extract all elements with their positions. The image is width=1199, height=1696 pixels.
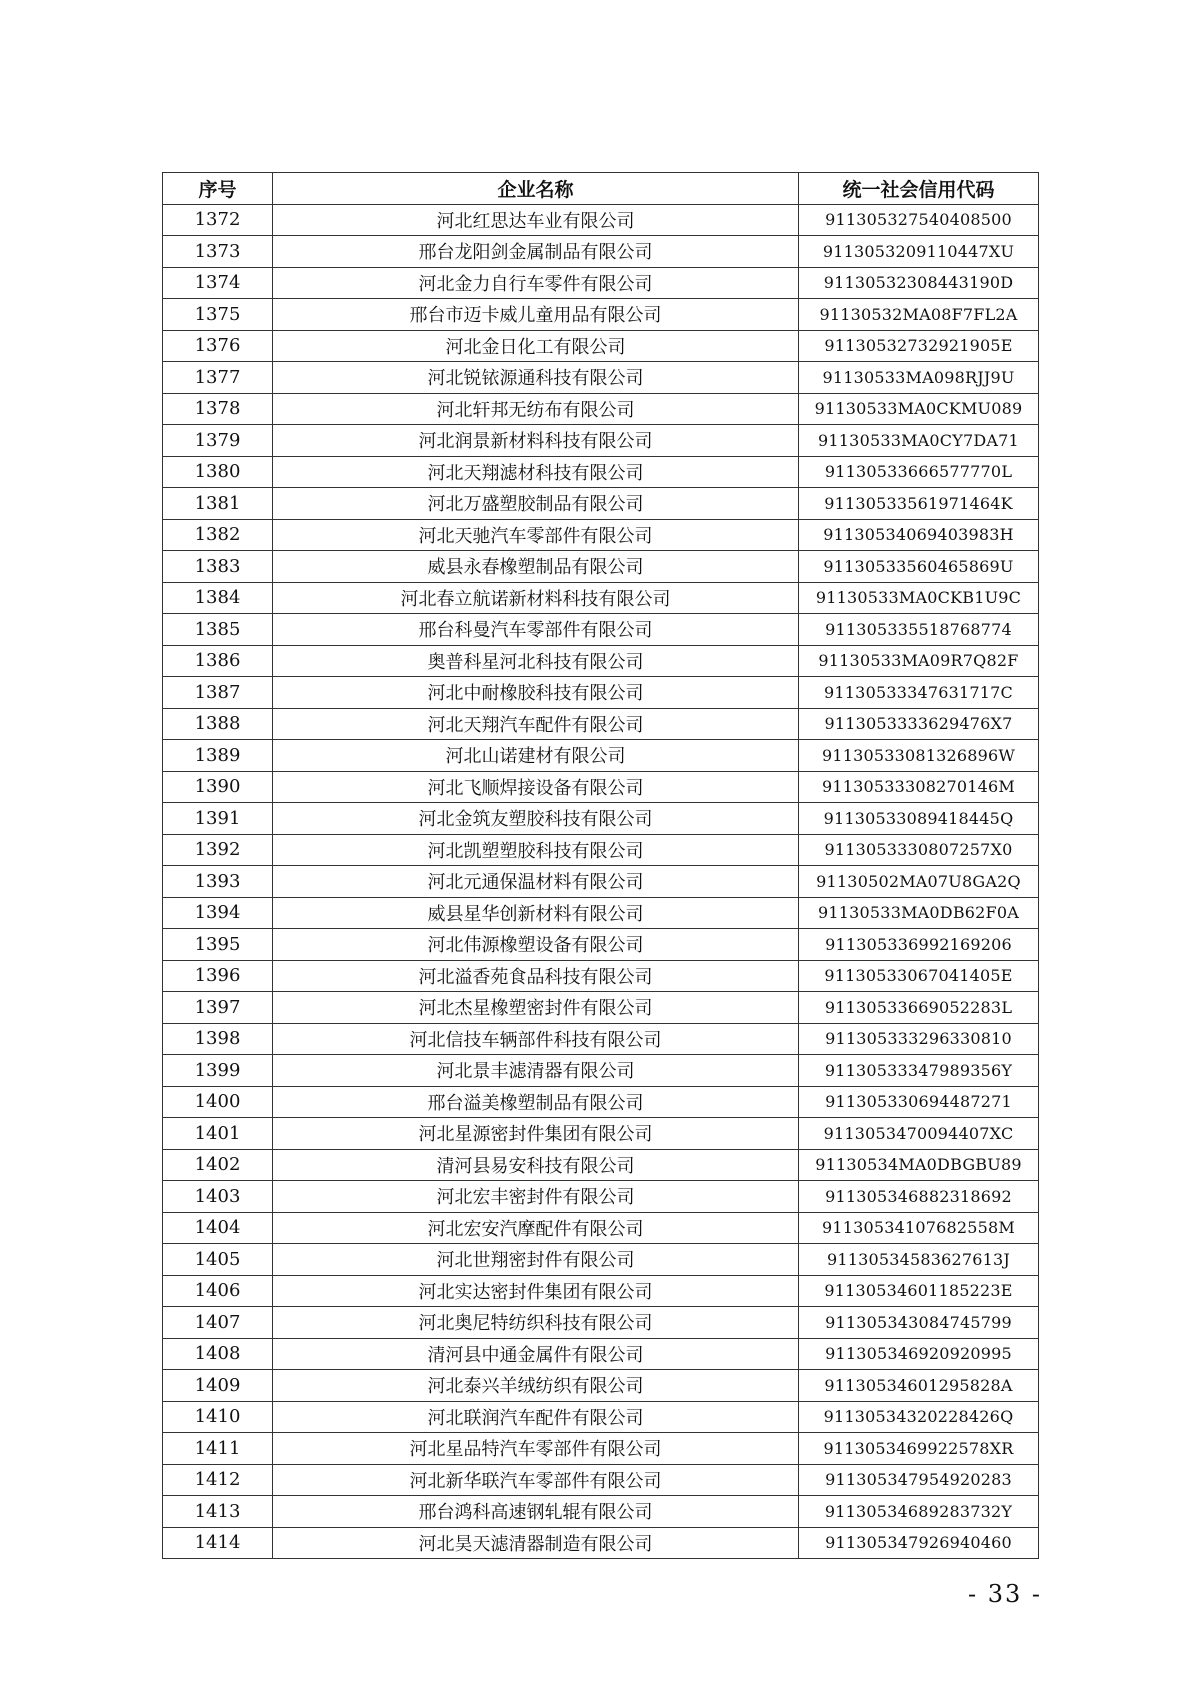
table-row bbox=[163, 582, 1039, 614]
cell-code: 91130534069403983H bbox=[799, 519, 1039, 551]
cell-code: 91130532732921905E bbox=[799, 330, 1039, 362]
cell-name: 河北信技车辆部件科技有限公司 bbox=[273, 1023, 799, 1055]
table-row bbox=[163, 1401, 1039, 1433]
cell-name: 清河县易安科技有限公司 bbox=[273, 1149, 799, 1181]
cell-seq: 1398 bbox=[163, 1023, 273, 1055]
cell-seq: 1380 bbox=[163, 456, 273, 488]
table-row bbox=[163, 866, 1039, 898]
cell-name: 河北昊天滤清器制造有限公司 bbox=[273, 1527, 799, 1559]
cell-code: 91130534601185223E bbox=[799, 1275, 1039, 1307]
cell-name: 河北金力自行车零件有限公司 bbox=[273, 267, 799, 299]
table-row bbox=[163, 1244, 1039, 1276]
table-row bbox=[163, 834, 1039, 866]
table-row bbox=[163, 771, 1039, 803]
cell-code: 911305343084745799 bbox=[799, 1307, 1039, 1339]
cell-name: 河北宏丰密封件有限公司 bbox=[273, 1181, 799, 1213]
cell-code: 91130533666577770L bbox=[799, 456, 1039, 488]
cell-seq: 1413 bbox=[163, 1496, 273, 1528]
cell-code: 9113053333629476X7 bbox=[799, 708, 1039, 740]
cell-name: 河北新华联汽车零部件有限公司 bbox=[273, 1464, 799, 1496]
table-row bbox=[163, 456, 1039, 488]
cell-code: 911305335518768774 bbox=[799, 614, 1039, 646]
cell-seq: 1393 bbox=[163, 866, 273, 898]
cell-seq: 1374 bbox=[163, 267, 273, 299]
table-row bbox=[163, 1055, 1039, 1087]
cell-code: 91130533347631717C bbox=[799, 677, 1039, 709]
cell-code: 91130533561971464K bbox=[799, 488, 1039, 520]
table-row bbox=[163, 929, 1039, 961]
cell-seq: 1408 bbox=[163, 1338, 273, 1370]
cell-code: 91130534601295828A bbox=[799, 1370, 1039, 1402]
table-row bbox=[163, 960, 1039, 992]
enterprise-table bbox=[162, 172, 1039, 1559]
table-row bbox=[163, 1496, 1039, 1528]
cell-name: 邢台市迈卡威儿童用品有限公司 bbox=[273, 299, 799, 331]
table-row bbox=[163, 677, 1039, 709]
cell-seq: 1392 bbox=[163, 834, 273, 866]
table-row bbox=[163, 1212, 1039, 1244]
table-row bbox=[163, 204, 1039, 236]
cell-name: 奥普科星河北科技有限公司 bbox=[273, 645, 799, 677]
cell-seq: 1385 bbox=[163, 614, 273, 646]
table-row bbox=[163, 1086, 1039, 1118]
table-row bbox=[163, 488, 1039, 520]
table-row bbox=[163, 1023, 1039, 1055]
cell-seq: 1376 bbox=[163, 330, 273, 362]
page-number: - 33 - bbox=[968, 1580, 1043, 1608]
cell-code: 911305330694487271 bbox=[799, 1086, 1039, 1118]
cell-name: 河北星源密封件集团有限公司 bbox=[273, 1118, 799, 1150]
cell-code: 9113053470094407XC bbox=[799, 1118, 1039, 1150]
cell-seq: 1404 bbox=[163, 1212, 273, 1244]
cell-name: 清河县中通金属件有限公司 bbox=[273, 1338, 799, 1370]
table-body bbox=[163, 204, 1039, 1559]
cell-code: 911305336992169206 bbox=[799, 929, 1039, 961]
cell-code: 91130502MA07U8GA2Q bbox=[799, 866, 1039, 898]
cell-seq: 1390 bbox=[163, 771, 273, 803]
header-row bbox=[163, 173, 1039, 205]
table-row bbox=[163, 645, 1039, 677]
table-row bbox=[163, 1527, 1039, 1559]
cell-seq: 1407 bbox=[163, 1307, 273, 1339]
cell-name: 河北泰兴羊绒纺织有限公司 bbox=[273, 1370, 799, 1402]
cell-name: 河北凯塑塑胶科技有限公司 bbox=[273, 834, 799, 866]
table-row bbox=[163, 519, 1039, 551]
table-row bbox=[163, 393, 1039, 425]
table-row bbox=[163, 299, 1039, 331]
table-row bbox=[163, 267, 1039, 299]
cell-seq: 1381 bbox=[163, 488, 273, 520]
cell-code: 91130533MA09R7Q82F bbox=[799, 645, 1039, 677]
cell-seq: 1379 bbox=[163, 425, 273, 457]
cell-seq: 1389 bbox=[163, 740, 273, 772]
cell-name: 河北轩邦无纺布有限公司 bbox=[273, 393, 799, 425]
cell-seq: 1411 bbox=[163, 1433, 273, 1465]
cell-name: 河北飞顺焊接设备有限公司 bbox=[273, 771, 799, 803]
cell-name: 河北山诺建材有限公司 bbox=[273, 740, 799, 772]
cell-name: 河北春立航诺新材料科技有限公司 bbox=[273, 582, 799, 614]
cell-name: 河北宏安汽摩配件有限公司 bbox=[273, 1212, 799, 1244]
cell-code: 911305347926940460 bbox=[799, 1527, 1039, 1559]
cell-name: 河北伟源橡塑设备有限公司 bbox=[273, 929, 799, 961]
cell-code: 91130532308443190D bbox=[799, 267, 1039, 299]
cell-name: 河北景丰滤清器有限公司 bbox=[273, 1055, 799, 1087]
cell-seq: 1406 bbox=[163, 1275, 273, 1307]
cell-name: 河北世翔密封件有限公司 bbox=[273, 1244, 799, 1276]
cell-name: 威县星华创新材料有限公司 bbox=[273, 897, 799, 929]
cell-seq: 1388 bbox=[163, 708, 273, 740]
table-row bbox=[163, 614, 1039, 646]
cell-code: 91130533MA0DB62F0A bbox=[799, 897, 1039, 929]
table-row bbox=[163, 1464, 1039, 1496]
cell-seq: 1384 bbox=[163, 582, 273, 614]
cell-seq: 1403 bbox=[163, 1181, 273, 1213]
cell-name: 河北中耐橡胶科技有限公司 bbox=[273, 677, 799, 709]
table-row bbox=[163, 1370, 1039, 1402]
cell-code: 91130533308270146M bbox=[799, 771, 1039, 803]
table-row bbox=[163, 330, 1039, 362]
cell-seq: 1395 bbox=[163, 929, 273, 961]
header-seq: 序号 bbox=[163, 173, 273, 205]
cell-name: 邢台龙阳剑金属制品有限公司 bbox=[273, 236, 799, 268]
cell-seq: 1383 bbox=[163, 551, 273, 583]
cell-seq: 1412 bbox=[163, 1464, 273, 1496]
cell-code: 911305346920920995 bbox=[799, 1338, 1039, 1370]
cell-code: 9113053330807257X0 bbox=[799, 834, 1039, 866]
cell-seq: 1394 bbox=[163, 897, 273, 929]
cell-code: 911305346882318692 bbox=[799, 1181, 1039, 1213]
cell-name: 河北天翔汽车配件有限公司 bbox=[273, 708, 799, 740]
cell-name: 河北天驰汽车零部件有限公司 bbox=[273, 519, 799, 551]
cell-seq: 1375 bbox=[163, 299, 273, 331]
cell-seq: 1387 bbox=[163, 677, 273, 709]
cell-code: 91130534689283732Y bbox=[799, 1496, 1039, 1528]
cell-seq: 1378 bbox=[163, 393, 273, 425]
cell-name: 河北万盛塑胶制品有限公司 bbox=[273, 488, 799, 520]
cell-seq: 1397 bbox=[163, 992, 273, 1024]
cell-seq: 1373 bbox=[163, 236, 273, 268]
cell-seq: 1409 bbox=[163, 1370, 273, 1402]
cell-name: 河北元通保温材料有限公司 bbox=[273, 866, 799, 898]
cell-seq: 1410 bbox=[163, 1401, 273, 1433]
cell-code: 91130533MA0CY7DA71 bbox=[799, 425, 1039, 457]
table-row bbox=[163, 236, 1039, 268]
cell-seq: 1400 bbox=[163, 1086, 273, 1118]
cell-code: 91130533560465869U bbox=[799, 551, 1039, 583]
cell-code: 911305347954920283 bbox=[799, 1464, 1039, 1496]
header-code: 统一社会信用代码 bbox=[799, 173, 1039, 205]
table-row bbox=[163, 803, 1039, 835]
cell-name: 河北天翔滤材科技有限公司 bbox=[273, 456, 799, 488]
cell-name: 威县永春橡塑制品有限公司 bbox=[273, 551, 799, 583]
cell-code: 91130534107682558M bbox=[799, 1212, 1039, 1244]
cell-code: 91130533081326896W bbox=[799, 740, 1039, 772]
table-row bbox=[163, 1433, 1039, 1465]
cell-name: 河北溢香苑食品科技有限公司 bbox=[273, 960, 799, 992]
cell-seq: 1386 bbox=[163, 645, 273, 677]
table-row bbox=[163, 425, 1039, 457]
cell-name: 邢台溢美橡塑制品有限公司 bbox=[273, 1086, 799, 1118]
cell-code: 91130533067041405E bbox=[799, 960, 1039, 992]
cell-name: 河北金筑友塑胶科技有限公司 bbox=[273, 803, 799, 835]
table-row bbox=[163, 1275, 1039, 1307]
cell-code: 91130534583627613J bbox=[799, 1244, 1039, 1276]
cell-name: 河北金日化工有限公司 bbox=[273, 330, 799, 362]
cell-name: 河北润景新材料科技有限公司 bbox=[273, 425, 799, 457]
table-row bbox=[163, 551, 1039, 583]
cell-seq: 1377 bbox=[163, 362, 273, 394]
cell-name: 邢台科曼汽车零部件有限公司 bbox=[273, 614, 799, 646]
table-row bbox=[163, 1149, 1039, 1181]
cell-name: 河北实达密封件集团有限公司 bbox=[273, 1275, 799, 1307]
cell-seq: 1401 bbox=[163, 1118, 273, 1150]
cell-seq: 1402 bbox=[163, 1149, 273, 1181]
table-row bbox=[163, 708, 1039, 740]
cell-code: 911305327540408500 bbox=[799, 204, 1039, 236]
cell-code: 91130533MA098RJJ9U bbox=[799, 362, 1039, 394]
cell-code: 911305333296330810 bbox=[799, 1023, 1039, 1055]
table-row bbox=[163, 1307, 1039, 1339]
cell-code: 91130533347989356Y bbox=[799, 1055, 1039, 1087]
cell-code: 9113053469922578XR bbox=[799, 1433, 1039, 1465]
table-row bbox=[163, 1338, 1039, 1370]
cell-name: 河北锐铱源通科技有限公司 bbox=[273, 362, 799, 394]
cell-code: 91130534320228426Q bbox=[799, 1401, 1039, 1433]
table-row bbox=[163, 1181, 1039, 1213]
cell-name: 河北杰星橡塑密封件有限公司 bbox=[273, 992, 799, 1024]
cell-code: 91130534MA0DBGBU89 bbox=[799, 1149, 1039, 1181]
cell-code: 91130533MA0CKMU089 bbox=[799, 393, 1039, 425]
table-row bbox=[163, 740, 1039, 772]
cell-name: 河北联润汽车配件有限公司 bbox=[273, 1401, 799, 1433]
table-row bbox=[163, 362, 1039, 394]
table-row bbox=[163, 1118, 1039, 1150]
cell-seq: 1399 bbox=[163, 1055, 273, 1087]
cell-code: 91130532MA08F7FL2A bbox=[799, 299, 1039, 331]
cell-name: 河北奥尼特纺织科技有限公司 bbox=[273, 1307, 799, 1339]
cell-code: 91130533669052283L bbox=[799, 992, 1039, 1024]
cell-code: 91130533MA0CKB1U9C bbox=[799, 582, 1039, 614]
table-row bbox=[163, 897, 1039, 929]
cell-name: 河北红思达车业有限公司 bbox=[273, 204, 799, 236]
cell-seq: 1372 bbox=[163, 204, 273, 236]
cell-name: 河北星品特汽车零部件有限公司 bbox=[273, 1433, 799, 1465]
cell-code: 9113053209110447XU bbox=[799, 236, 1039, 268]
cell-name: 邢台鸿科高速钢轧辊有限公司 bbox=[273, 1496, 799, 1528]
cell-seq: 1414 bbox=[163, 1527, 273, 1559]
table-row bbox=[163, 992, 1039, 1024]
cell-seq: 1382 bbox=[163, 519, 273, 551]
table-header bbox=[163, 173, 1039, 205]
cell-code: 91130533089418445Q bbox=[799, 803, 1039, 835]
cell-seq: 1391 bbox=[163, 803, 273, 835]
header-name: 企业名称 bbox=[273, 173, 799, 205]
cell-seq: 1396 bbox=[163, 960, 273, 992]
cell-seq: 1405 bbox=[163, 1244, 273, 1276]
